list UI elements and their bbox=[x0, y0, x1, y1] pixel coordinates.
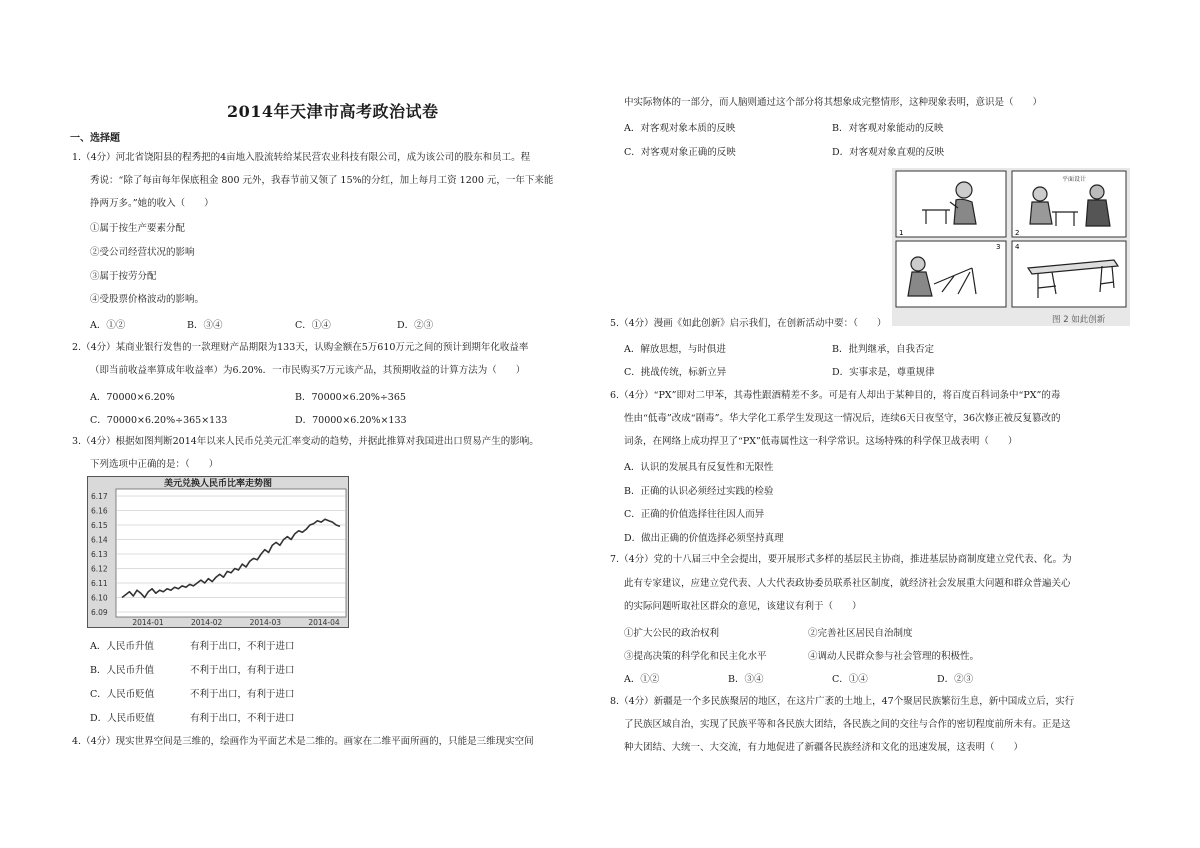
question-2-option-d[interactable]: D．70000×6.20%×133 bbox=[295, 415, 407, 426]
question-6-line-2: 性由“低毒”改成“剧毒”。华大学化工系学生发现这一情况后，连续6天日夜坚守，36次修正被反复篡改的 bbox=[624, 413, 1061, 424]
question-1-option-c[interactable]: C．①④ bbox=[295, 320, 331, 331]
chart-y-tick-label: 6.10 bbox=[91, 593, 108, 603]
question-1-option-b[interactable]: B．③④ bbox=[187, 320, 223, 331]
question-1-line-2: 秀说：“除了每亩每年保底租金 800 元外，我春节前又领了 15%的分红，加上每月工资 1200 元，一年下来能 bbox=[90, 175, 554, 186]
question-8-line-2: 了民族区域自治，实现了民族平等和各民族大团结，各民族之间的交往与合作的密切程度前所未有。正是这 bbox=[624, 719, 1071, 730]
question-1-item: ④受股票价格波动的影响。 bbox=[90, 294, 205, 305]
question-6-option-a[interactable]: A．认识的发展具有反复性和无限性 bbox=[624, 462, 774, 473]
question-7-item: ①扩大公民的政治权利 bbox=[624, 628, 720, 639]
comic-panel-4 bbox=[1012, 241, 1126, 307]
question-7-option-d[interactable]: D．②③ bbox=[937, 674, 974, 685]
question-8-line-1: 8.（4分）新疆是一个多民族聚居的地区，在这片广袤的土地上，47个聚居民族繁衍生息，新中国成立后，实行 bbox=[610, 696, 1075, 707]
chart-title: 美元兑换人民币比率走势图 bbox=[163, 479, 273, 489]
question-6-option-b[interactable]: B．正确的认识必须经过实践的检验 bbox=[624, 486, 774, 497]
comic-panel-label: 3 bbox=[996, 243, 1001, 251]
question-7-option-c[interactable]: C．①④ bbox=[832, 674, 868, 685]
chart-y-tick-label: 6.14 bbox=[91, 535, 108, 545]
question-1-line-3: 挣两万多。”她的收入（ ） bbox=[90, 198, 214, 209]
question-3-line-1: 3.（4分）根据如图判断2014年以来人民币兑美元汇率变动的趋势，并据此推算对我国进出口贸易产生的影响。 bbox=[72, 436, 539, 447]
question-1-item: ①属于按生产要素分配 bbox=[90, 223, 186, 234]
question-6-line-1: 6.（4分）“PX”即对二甲苯，其毒性跟酒精差不多。可是有人却出于某种目的，将百度百科词条中“PX”的毒 bbox=[610, 390, 1061, 401]
question-4-option-d[interactable]: D．对客观对象直观的反映 bbox=[832, 147, 945, 158]
question-4-option-b[interactable]: B．对客观对象能动的反映 bbox=[832, 123, 944, 134]
section-heading: 一、选择题 bbox=[70, 133, 120, 144]
page-title: 2014年天津市高考政治试卷 bbox=[227, 102, 439, 121]
comic-caption-bubble: 平面设计 bbox=[1062, 176, 1087, 183]
chart-y-tick-label: 6.15 bbox=[91, 521, 108, 530]
question-7-item: ④调动人民群众参与社会管理的积极性。 bbox=[808, 651, 980, 662]
question-7-line-1: 7.（4分）党的十八届三中全会提出，要开展形式多样的基层民主协商，推进基层协商制度建立党代表、化。为 bbox=[610, 554, 1072, 565]
question-2-line-1: 2.（4分）某商业银行发售的一款理财产品期限为133天，认购金额在5万610万元之间的预计到期年化收益率 bbox=[72, 342, 529, 353]
question-5-option-b[interactable]: B．批判继承，自我否定 bbox=[832, 344, 934, 355]
comic-panel-label: 4 bbox=[1015, 243, 1020, 251]
comic-caption: 图 2 如此创新 bbox=[1052, 315, 1106, 325]
chart-x-tick-label: 2014-01 bbox=[132, 618, 164, 627]
question-6-option-d[interactable]: D．做出正确的价值选择必须坚持真理 bbox=[624, 533, 784, 544]
chart-y-tick-label: 6.17 bbox=[91, 492, 108, 501]
chart-y-tick-label: 6.16 bbox=[91, 506, 108, 516]
question-3-option-b-effect: 不利于出口，有利于进口 bbox=[190, 665, 295, 676]
question-7-option-a[interactable]: A．①② bbox=[624, 674, 660, 685]
question-6-line-3: 词条，在网络上成功捍卫了“PX”低毒属性这一科学常识。这场特殊的科学保卫战表明（ ） bbox=[624, 436, 1018, 447]
question-1-line-1: 1.（4分）河北省饶阳县的程秀把的4亩地入股流转给某民营农业科技有限公司，成为该公司的股东和员工。程 bbox=[72, 152, 531, 163]
question-5-option-c[interactable]: C．挑战传统，标新立异 bbox=[624, 367, 727, 378]
question-1-item: ③属于按劳分配 bbox=[90, 271, 157, 282]
comic-figure bbox=[892, 168, 1130, 326]
chart-y-tick-label: 6.12 bbox=[91, 564, 108, 574]
question-8-line-3: 种大团结、大统一、大交流，有力地促进了新疆各民族经济和文化的迅速发展，这表明（ ） bbox=[624, 742, 1024, 753]
question-1-item: ②受公司经营状况的影响 bbox=[90, 247, 195, 258]
question-4-line-2: 中实际物体的一部分，而人脑则通过这个部分将其想象成完整情形，这种现象表明，意识是（ ） bbox=[624, 97, 1043, 108]
question-5-option-a[interactable]: A．解放思想，与时俱进 bbox=[624, 344, 726, 355]
question-3-option-b[interactable]: B．人民币升值 bbox=[90, 665, 154, 676]
question-3-line-2: 下列选项中正确的是：（ ） bbox=[90, 459, 219, 470]
exchange-rate-chart bbox=[87, 476, 349, 628]
comic-svg bbox=[892, 168, 1130, 326]
question-7-item: ②完善社区居民自治制度 bbox=[808, 628, 913, 639]
comic-panel-1 bbox=[896, 171, 1006, 237]
question-3-option-c-effect: 不利于出口，有利于进口 bbox=[190, 689, 295, 700]
question-6-option-c[interactable]: C．正确的价值选择往往因人而异 bbox=[624, 509, 765, 520]
chart-y-tick-label: 6.09 bbox=[91, 608, 108, 617]
question-2-option-b[interactable]: B．70000×6.20%÷365 bbox=[295, 392, 406, 403]
comic-panel-label: 1 bbox=[899, 229, 904, 237]
question-3-option-a[interactable]: A．人民币升值 bbox=[90, 641, 154, 652]
question-1-option-d[interactable]: D．②③ bbox=[397, 320, 434, 331]
chart-x-tick-label: 2014-03 bbox=[249, 618, 282, 627]
question-2-option-a[interactable]: A．70000×6.20% bbox=[90, 392, 175, 403]
question-3-option-d-effect: 有利于出口，不利于进口 bbox=[190, 713, 295, 724]
question-7-line-2: 此有专家建议，应建立党代表、人大代表政协委员联系社区制度，就经济社会发展重大问题和群众普遍关心 bbox=[624, 578, 1071, 589]
question-3-option-a-effect: 有利于出口，不利于进口 bbox=[190, 641, 295, 652]
question-5-option-d[interactable]: D．实事求是，尊重规律 bbox=[832, 367, 935, 378]
question-7-item: ③提高决策的科学化和民主化水平 bbox=[624, 651, 767, 662]
question-4-line-1: 4.（4分）现实世界空间是三维的，绘画作为平面艺术是二维的。画家在二维平面所画的，只能是三维现实空间 bbox=[72, 736, 534, 747]
question-4-option-a[interactable]: A．对客观对象本质的反映 bbox=[624, 123, 736, 134]
comic-panel-label: 2 bbox=[1015, 229, 1020, 237]
chart-svg bbox=[87, 476, 349, 628]
question-2-line-2: （即当前收益率算成年收益率）为6.20%．一市民购买7万元该产品，其预期收益的计算方法为（ ） bbox=[90, 365, 526, 376]
chart-y-tick-labels bbox=[91, 492, 108, 617]
question-3-option-c[interactable]: C．人民币贬值 bbox=[90, 689, 155, 700]
question-5-line: 5.（4分）漫画《如此创新》启示我们，在创新活动中要：（ ） bbox=[610, 318, 887, 329]
question-2-option-c[interactable]: C．70000×6.20%÷365×133 bbox=[90, 415, 228, 426]
question-4-option-c[interactable]: C．对客观对象正确的反映 bbox=[624, 147, 736, 158]
question-3-option-d[interactable]: D．人民币贬值 bbox=[90, 713, 155, 724]
chart-y-tick-label: 6.11 bbox=[91, 579, 108, 588]
chart-x-tick-label: 2014-02 bbox=[190, 618, 223, 627]
question-7-option-b[interactable]: B．③④ bbox=[728, 674, 764, 685]
question-1-option-a[interactable]: A．①② bbox=[90, 320, 126, 331]
chart-x-tick-label: 2014-04 bbox=[308, 618, 340, 627]
chart-y-tick-label: 6.13 bbox=[91, 550, 108, 559]
question-7-line-3: 的实际问题听取社区群众的意见，该建议有利于（ ） bbox=[624, 601, 862, 612]
